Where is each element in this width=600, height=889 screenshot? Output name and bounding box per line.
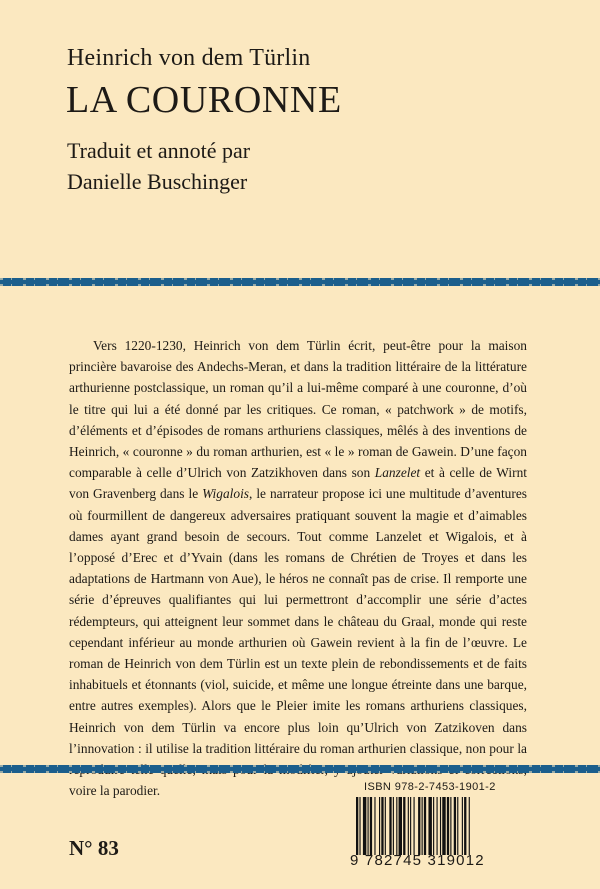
- series-number: N° 83: [69, 836, 119, 860]
- title-lanzelet: Lanzelet: [374, 465, 421, 481]
- barcode-bar: [396, 797, 397, 855]
- barcode-bar: [433, 797, 434, 855]
- barcode-bar: [385, 797, 386, 855]
- title-wigalois: Wigalois: [202, 486, 249, 502]
- barcode-bar: [359, 797, 360, 855]
- barcode-bar: [462, 797, 463, 855]
- barcode-bar: [442, 797, 445, 855]
- blurb-segment-1: Vers 1220-1230, Heinrich von dem Türlin écrit, peut-être pour la maison princière bavaroise des Andechs-Meran, et dans la tradition littéraire de la littérature arthurienne postclassique, un roman qu’il a lui-même comparé à une couronne, d’où le titre qui lui a été donné par les critiques. Ce roman, « patchwork » de motifs, d’éléments et d’épisodes de romans arthuriens classiques, mêlés à des inventions de Heinrich, « couronne » du roman arthurien, est « le » roman de Gawein. D’une façon comparable à celle d’Ulrich von Zatzikhoven dans son: [69, 338, 527, 481]
- barcode-bar: [379, 797, 380, 855]
- book-title: LA COURONNE: [66, 79, 342, 121]
- barcode-bar: [454, 797, 456, 855]
- barcode-digits: 9 782745 319012: [350, 852, 485, 869]
- barcode-bar: [469, 797, 470, 855]
- blurb-segment-3: , le narrateur propose ici une multitude d’aventures où fourmillent de dangereux adversaires pratiquant souvent la magie et d’aimables dames ayant grand besoin de secours. Tout comme Lanzelet et Wigalois, et à l’opposé d’Erec et d’Yvain (dans les romans de Chrétien de Troyes et dans les adaptations de Hartmann von Aue), le héros ne connaît pas de crise. Il remporte une série d’épreuves qualifiantes qui lui permettront d’accomplir une série d’actes rédempteurs, qui atteignent leur sommet dans le château du Graal, monde qui reste cependant inférieur au monde arthurien où Gawein revient à la fin de l’œuvre. Le roman de Heinrich von dem Türlin est un texte plein de rebondissements et de faits inhabituels et étonnants (viol, suicide, et même une longue étreinte dans une barque, entre autres exemples). Alors que le Pleier imite les romans arthuriens classiques, Heinrich von dem Türlin va encore plus loin qu’Ulrich von Zatzikoven dans l’innovation : il utilise la tradition littéraire du roman arthurien classique, non pour la voire la parodier.: [69, 486, 527, 799]
- barcode-bar: [437, 797, 438, 855]
- translator-credit: [67, 135, 250, 197]
- barcode-bar: [410, 797, 411, 855]
- bottom-decorative-band: [0, 765, 600, 773]
- barcode-bar: [370, 797, 372, 855]
- barcode-bar: [440, 797, 441, 855]
- blurb-text: [69, 335, 527, 801]
- translator-name: Danielle Buschinger: [67, 169, 248, 194]
- blurb-paragraph: [69, 335, 527, 801]
- barcode-bar: [424, 797, 426, 855]
- barcode-bar: [414, 797, 415, 855]
- barcode-bar: [418, 797, 420, 855]
- barcode-bar: [363, 797, 366, 855]
- barcode-bar: [457, 797, 458, 855]
- barcode-bar: [447, 797, 449, 855]
- author-name: Heinrich von dem Türlin: [67, 45, 311, 71]
- top-decorative-band: [0, 278, 600, 286]
- barcode-bar: [408, 797, 409, 855]
- blurb-segment-2: et à celle de Wirnt von Gravenberg dans le: [69, 465, 527, 502]
- barcode-bar: [428, 797, 431, 855]
- barcode-bar: [450, 797, 451, 855]
- barcode-bar: [393, 797, 394, 855]
- barcode-bar: [381, 797, 383, 855]
- barcode-bar: [374, 797, 375, 855]
- barcode-bar: [464, 797, 466, 855]
- credit-line: Traduit et annoté par: [67, 138, 251, 163]
- barcode-bar: [356, 797, 358, 855]
- isbn-label: ISBN 978-2-7453-1901-2: [364, 781, 496, 793]
- barcode-bar: [389, 797, 391, 855]
- barcode-bar: [422, 797, 423, 855]
- barcode-bar: [368, 797, 369, 855]
- barcode-bar: [399, 797, 402, 855]
- barcode-bar: [403, 797, 405, 855]
